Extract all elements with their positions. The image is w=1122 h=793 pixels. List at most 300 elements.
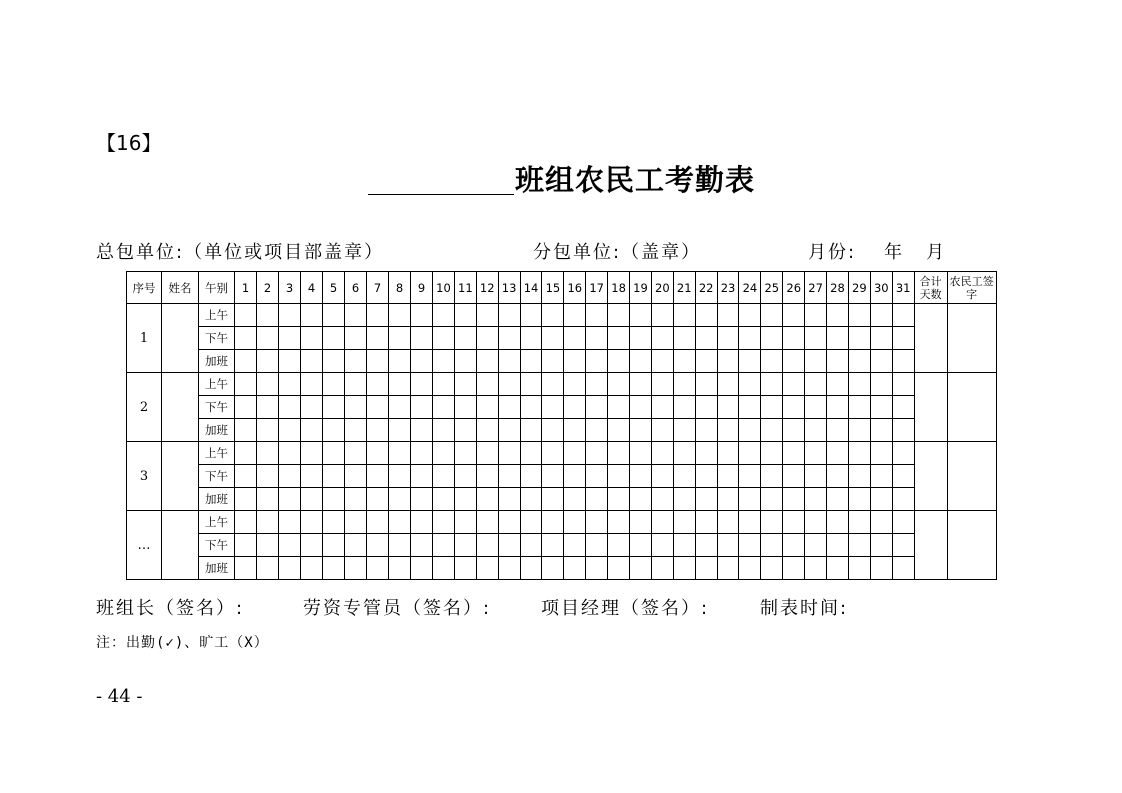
day-cell[interactable] bbox=[783, 465, 805, 488]
day-cell[interactable] bbox=[564, 419, 586, 442]
day-cell[interactable] bbox=[476, 373, 498, 396]
day-cell[interactable] bbox=[761, 465, 783, 488]
day-cell[interactable] bbox=[498, 396, 520, 419]
day-cell[interactable] bbox=[498, 373, 520, 396]
day-cell[interactable] bbox=[739, 511, 761, 534]
day-cell[interactable] bbox=[651, 488, 673, 511]
day-cell[interactable] bbox=[630, 534, 652, 557]
day-cell[interactable] bbox=[805, 488, 827, 511]
day-cell[interactable] bbox=[454, 557, 476, 580]
day-cell[interactable] bbox=[827, 396, 849, 419]
day-cell[interactable] bbox=[783, 304, 805, 327]
day-cell[interactable] bbox=[433, 373, 455, 396]
day-cell[interactable] bbox=[345, 534, 367, 557]
day-cell[interactable] bbox=[454, 419, 476, 442]
day-cell[interactable] bbox=[476, 396, 498, 419]
day-cell[interactable] bbox=[827, 511, 849, 534]
day-cell[interactable] bbox=[498, 557, 520, 580]
day-cell[interactable] bbox=[586, 396, 608, 419]
day-cell[interactable] bbox=[498, 304, 520, 327]
day-cell[interactable] bbox=[783, 511, 805, 534]
day-cell[interactable] bbox=[564, 511, 586, 534]
day-cell[interactable] bbox=[301, 419, 323, 442]
day-cell[interactable] bbox=[739, 488, 761, 511]
day-cell[interactable] bbox=[761, 373, 783, 396]
day-cell[interactable] bbox=[608, 557, 630, 580]
day-cell[interactable] bbox=[827, 442, 849, 465]
day-cell[interactable] bbox=[695, 304, 717, 327]
day-cell[interactable] bbox=[454, 442, 476, 465]
day-cell[interactable] bbox=[411, 465, 433, 488]
day-cell[interactable] bbox=[301, 327, 323, 350]
day-cell[interactable] bbox=[586, 534, 608, 557]
day-cell[interactable] bbox=[389, 419, 411, 442]
day-cell[interactable] bbox=[761, 350, 783, 373]
day-cell[interactable] bbox=[564, 465, 586, 488]
day-cell[interactable] bbox=[520, 557, 542, 580]
row-signature-cell[interactable] bbox=[947, 511, 996, 580]
day-cell[interactable] bbox=[717, 442, 739, 465]
day-cell[interactable] bbox=[564, 304, 586, 327]
day-cell[interactable] bbox=[389, 534, 411, 557]
day-cell[interactable] bbox=[235, 534, 257, 557]
day-cell[interactable] bbox=[257, 419, 279, 442]
day-cell[interactable] bbox=[301, 465, 323, 488]
day-cell[interactable] bbox=[542, 327, 564, 350]
day-cell[interactable] bbox=[717, 304, 739, 327]
day-cell[interactable] bbox=[389, 511, 411, 534]
day-cell[interactable] bbox=[673, 557, 695, 580]
day-cell[interactable] bbox=[279, 442, 301, 465]
day-cell[interactable] bbox=[717, 511, 739, 534]
day-cell[interactable] bbox=[564, 488, 586, 511]
row-total-cell[interactable] bbox=[914, 511, 947, 580]
day-cell[interactable] bbox=[345, 419, 367, 442]
day-cell[interactable] bbox=[630, 557, 652, 580]
day-cell[interactable] bbox=[323, 304, 345, 327]
row-total-cell[interactable] bbox=[914, 373, 947, 442]
day-cell[interactable] bbox=[783, 534, 805, 557]
day-cell[interactable] bbox=[279, 373, 301, 396]
day-cell[interactable] bbox=[761, 557, 783, 580]
day-cell[interactable] bbox=[367, 396, 389, 419]
day-cell[interactable] bbox=[848, 465, 870, 488]
day-cell[interactable] bbox=[805, 373, 827, 396]
day-cell[interactable] bbox=[608, 534, 630, 557]
day-cell[interactable] bbox=[630, 419, 652, 442]
day-cell[interactable] bbox=[301, 511, 323, 534]
day-cell[interactable] bbox=[367, 327, 389, 350]
day-cell[interactable] bbox=[411, 327, 433, 350]
day-cell[interactable] bbox=[454, 327, 476, 350]
day-cell[interactable] bbox=[848, 557, 870, 580]
day-cell[interactable] bbox=[389, 350, 411, 373]
day-cell[interactable] bbox=[586, 350, 608, 373]
day-cell[interactable] bbox=[542, 488, 564, 511]
day-cell[interactable] bbox=[651, 511, 673, 534]
day-cell[interactable] bbox=[542, 419, 564, 442]
day-cell[interactable] bbox=[673, 373, 695, 396]
day-cell[interactable] bbox=[848, 488, 870, 511]
day-cell[interactable] bbox=[345, 488, 367, 511]
day-cell[interactable] bbox=[651, 396, 673, 419]
day-cell[interactable] bbox=[454, 511, 476, 534]
day-cell[interactable] bbox=[323, 396, 345, 419]
day-cell[interactable] bbox=[805, 327, 827, 350]
day-cell[interactable] bbox=[761, 511, 783, 534]
day-cell[interactable] bbox=[695, 350, 717, 373]
day-cell[interactable] bbox=[367, 534, 389, 557]
day-cell[interactable] bbox=[805, 442, 827, 465]
day-cell[interactable] bbox=[389, 465, 411, 488]
day-cell[interactable] bbox=[848, 373, 870, 396]
day-cell[interactable] bbox=[892, 304, 914, 327]
day-cell[interactable] bbox=[586, 465, 608, 488]
day-cell[interactable] bbox=[542, 511, 564, 534]
day-cell[interactable] bbox=[608, 442, 630, 465]
day-cell[interactable] bbox=[301, 488, 323, 511]
day-cell[interactable] bbox=[476, 488, 498, 511]
day-cell[interactable] bbox=[520, 534, 542, 557]
day-cell[interactable] bbox=[520, 465, 542, 488]
day-cell[interactable] bbox=[630, 350, 652, 373]
day-cell[interactable] bbox=[433, 304, 455, 327]
day-cell[interactable] bbox=[279, 511, 301, 534]
day-cell[interactable] bbox=[805, 350, 827, 373]
day-cell[interactable] bbox=[783, 442, 805, 465]
day-cell[interactable] bbox=[673, 442, 695, 465]
day-cell[interactable] bbox=[739, 534, 761, 557]
day-cell[interactable] bbox=[564, 350, 586, 373]
day-cell[interactable] bbox=[651, 419, 673, 442]
day-cell[interactable] bbox=[651, 442, 673, 465]
day-cell[interactable] bbox=[542, 465, 564, 488]
day-cell[interactable] bbox=[717, 373, 739, 396]
day-cell[interactable] bbox=[257, 511, 279, 534]
day-cell[interactable] bbox=[367, 465, 389, 488]
day-cell[interactable] bbox=[695, 442, 717, 465]
day-cell[interactable] bbox=[476, 304, 498, 327]
day-cell[interactable] bbox=[389, 373, 411, 396]
day-cell[interactable] bbox=[586, 373, 608, 396]
day-cell[interactable] bbox=[235, 350, 257, 373]
day-cell[interactable] bbox=[695, 488, 717, 511]
day-cell[interactable] bbox=[783, 327, 805, 350]
day-cell[interactable] bbox=[564, 396, 586, 419]
day-cell[interactable] bbox=[608, 350, 630, 373]
day-cell[interactable] bbox=[345, 304, 367, 327]
day-cell[interactable] bbox=[476, 327, 498, 350]
day-cell[interactable] bbox=[870, 488, 892, 511]
row-total-cell[interactable] bbox=[914, 304, 947, 373]
day-cell[interactable] bbox=[498, 511, 520, 534]
day-cell[interactable] bbox=[498, 488, 520, 511]
day-cell[interactable] bbox=[827, 419, 849, 442]
day-cell[interactable] bbox=[651, 304, 673, 327]
day-cell[interactable] bbox=[454, 304, 476, 327]
day-cell[interactable] bbox=[345, 327, 367, 350]
row-total-cell[interactable] bbox=[914, 442, 947, 511]
day-cell[interactable] bbox=[411, 350, 433, 373]
day-cell[interactable] bbox=[630, 465, 652, 488]
day-cell[interactable] bbox=[848, 442, 870, 465]
day-cell[interactable] bbox=[257, 465, 279, 488]
day-cell[interactable] bbox=[673, 396, 695, 419]
day-cell[interactable] bbox=[739, 350, 761, 373]
day-cell[interactable] bbox=[717, 396, 739, 419]
day-cell[interactable] bbox=[761, 534, 783, 557]
day-cell[interactable] bbox=[848, 327, 870, 350]
day-cell[interactable] bbox=[389, 557, 411, 580]
day-cell[interactable] bbox=[673, 488, 695, 511]
day-cell[interactable] bbox=[630, 304, 652, 327]
day-cell[interactable] bbox=[651, 373, 673, 396]
day-cell[interactable] bbox=[411, 419, 433, 442]
day-cell[interactable] bbox=[498, 442, 520, 465]
day-cell[interactable] bbox=[411, 396, 433, 419]
day-cell[interactable] bbox=[651, 534, 673, 557]
day-cell[interactable] bbox=[695, 327, 717, 350]
day-cell[interactable] bbox=[279, 557, 301, 580]
day-cell[interactable] bbox=[717, 557, 739, 580]
day-cell[interactable] bbox=[301, 350, 323, 373]
day-cell[interactable] bbox=[323, 511, 345, 534]
row-signature-cell[interactable] bbox=[947, 304, 996, 373]
day-cell[interactable] bbox=[367, 488, 389, 511]
day-cell[interactable] bbox=[892, 442, 914, 465]
day-cell[interactable] bbox=[608, 465, 630, 488]
day-cell[interactable] bbox=[389, 442, 411, 465]
day-cell[interactable] bbox=[564, 327, 586, 350]
day-cell[interactable] bbox=[848, 350, 870, 373]
day-cell[interactable] bbox=[673, 304, 695, 327]
day-cell[interactable] bbox=[586, 511, 608, 534]
day-cell[interactable] bbox=[827, 488, 849, 511]
day-cell[interactable] bbox=[783, 350, 805, 373]
day-cell[interactable] bbox=[805, 396, 827, 419]
day-cell[interactable] bbox=[870, 396, 892, 419]
day-cell[interactable] bbox=[673, 327, 695, 350]
day-cell[interactable] bbox=[739, 327, 761, 350]
day-cell[interactable] bbox=[389, 304, 411, 327]
day-cell[interactable] bbox=[411, 373, 433, 396]
day-cell[interactable] bbox=[630, 327, 652, 350]
day-cell[interactable] bbox=[433, 327, 455, 350]
day-cell[interactable] bbox=[608, 304, 630, 327]
day-cell[interactable] bbox=[520, 488, 542, 511]
day-cell[interactable] bbox=[367, 350, 389, 373]
day-cell[interactable] bbox=[651, 327, 673, 350]
day-cell[interactable] bbox=[564, 373, 586, 396]
day-cell[interactable] bbox=[827, 304, 849, 327]
day-cell[interactable] bbox=[323, 442, 345, 465]
day-cell[interactable] bbox=[476, 557, 498, 580]
day-cell[interactable] bbox=[739, 304, 761, 327]
day-cell[interactable] bbox=[805, 304, 827, 327]
day-cell[interactable] bbox=[586, 488, 608, 511]
day-cell[interactable] bbox=[870, 465, 892, 488]
day-cell[interactable] bbox=[498, 419, 520, 442]
day-cell[interactable] bbox=[367, 373, 389, 396]
day-cell[interactable] bbox=[892, 557, 914, 580]
day-cell[interactable] bbox=[520, 373, 542, 396]
day-cell[interactable] bbox=[542, 534, 564, 557]
day-cell[interactable] bbox=[848, 304, 870, 327]
day-cell[interactable] bbox=[389, 396, 411, 419]
day-cell[interactable] bbox=[761, 304, 783, 327]
day-cell[interactable] bbox=[520, 396, 542, 419]
day-cell[interactable] bbox=[892, 373, 914, 396]
day-cell[interactable] bbox=[717, 488, 739, 511]
day-cell[interactable] bbox=[870, 373, 892, 396]
day-cell[interactable] bbox=[783, 373, 805, 396]
day-cell[interactable] bbox=[827, 350, 849, 373]
day-cell[interactable] bbox=[827, 373, 849, 396]
day-cell[interactable] bbox=[235, 511, 257, 534]
day-cell[interactable] bbox=[279, 327, 301, 350]
day-cell[interactable] bbox=[476, 419, 498, 442]
day-cell[interactable] bbox=[257, 534, 279, 557]
day-cell[interactable] bbox=[805, 419, 827, 442]
day-cell[interactable] bbox=[805, 511, 827, 534]
day-cell[interactable] bbox=[323, 373, 345, 396]
day-cell[interactable] bbox=[695, 396, 717, 419]
day-cell[interactable] bbox=[717, 327, 739, 350]
day-cell[interactable] bbox=[411, 442, 433, 465]
day-cell[interactable] bbox=[367, 419, 389, 442]
day-cell[interactable] bbox=[235, 488, 257, 511]
day-cell[interactable] bbox=[586, 442, 608, 465]
day-cell[interactable] bbox=[279, 534, 301, 557]
day-cell[interactable] bbox=[433, 534, 455, 557]
day-cell[interactable] bbox=[892, 534, 914, 557]
day-cell[interactable] bbox=[783, 488, 805, 511]
day-cell[interactable] bbox=[761, 488, 783, 511]
day-cell[interactable] bbox=[411, 488, 433, 511]
day-cell[interactable] bbox=[323, 488, 345, 511]
day-cell[interactable] bbox=[870, 511, 892, 534]
day-cell[interactable] bbox=[542, 396, 564, 419]
day-cell[interactable] bbox=[323, 557, 345, 580]
day-cell[interactable] bbox=[761, 396, 783, 419]
day-cell[interactable] bbox=[870, 304, 892, 327]
day-cell[interactable] bbox=[323, 350, 345, 373]
day-cell[interactable] bbox=[345, 442, 367, 465]
day-cell[interactable] bbox=[235, 442, 257, 465]
day-cell[interactable] bbox=[257, 442, 279, 465]
day-cell[interactable] bbox=[257, 304, 279, 327]
day-cell[interactable] bbox=[433, 442, 455, 465]
row-signature-cell[interactable] bbox=[947, 373, 996, 442]
day-cell[interactable] bbox=[651, 557, 673, 580]
day-cell[interactable] bbox=[717, 534, 739, 557]
day-cell[interactable] bbox=[454, 465, 476, 488]
day-cell[interactable] bbox=[498, 350, 520, 373]
day-cell[interactable] bbox=[608, 488, 630, 511]
day-cell[interactable] bbox=[345, 557, 367, 580]
day-cell[interactable] bbox=[433, 557, 455, 580]
day-cell[interactable] bbox=[301, 373, 323, 396]
day-cell[interactable] bbox=[870, 350, 892, 373]
day-cell[interactable] bbox=[630, 442, 652, 465]
day-cell[interactable] bbox=[695, 511, 717, 534]
day-cell[interactable] bbox=[827, 534, 849, 557]
day-cell[interactable] bbox=[520, 304, 542, 327]
day-cell[interactable] bbox=[630, 488, 652, 511]
day-cell[interactable] bbox=[235, 557, 257, 580]
day-cell[interactable] bbox=[739, 442, 761, 465]
day-cell[interactable] bbox=[454, 488, 476, 511]
day-cell[interactable] bbox=[411, 511, 433, 534]
day-cell[interactable] bbox=[870, 419, 892, 442]
day-cell[interactable] bbox=[323, 465, 345, 488]
day-cell[interactable] bbox=[257, 350, 279, 373]
day-cell[interactable] bbox=[476, 350, 498, 373]
day-cell[interactable] bbox=[586, 327, 608, 350]
day-cell[interactable] bbox=[892, 396, 914, 419]
day-cell[interactable] bbox=[848, 396, 870, 419]
day-cell[interactable] bbox=[608, 511, 630, 534]
day-cell[interactable] bbox=[235, 373, 257, 396]
day-cell[interactable] bbox=[235, 419, 257, 442]
row-name-cell[interactable] bbox=[162, 511, 199, 580]
day-cell[interactable] bbox=[454, 534, 476, 557]
day-cell[interactable] bbox=[279, 396, 301, 419]
day-cell[interactable] bbox=[892, 350, 914, 373]
day-cell[interactable] bbox=[235, 304, 257, 327]
day-cell[interactable] bbox=[892, 465, 914, 488]
day-cell[interactable] bbox=[279, 488, 301, 511]
day-cell[interactable] bbox=[498, 327, 520, 350]
day-cell[interactable] bbox=[827, 465, 849, 488]
day-cell[interactable] bbox=[673, 511, 695, 534]
day-cell[interactable] bbox=[257, 373, 279, 396]
day-cell[interactable] bbox=[323, 327, 345, 350]
day-cell[interactable] bbox=[542, 442, 564, 465]
day-cell[interactable] bbox=[235, 327, 257, 350]
day-cell[interactable] bbox=[673, 350, 695, 373]
day-cell[interactable] bbox=[542, 557, 564, 580]
day-cell[interactable] bbox=[520, 350, 542, 373]
day-cell[interactable] bbox=[870, 557, 892, 580]
day-cell[interactable] bbox=[411, 304, 433, 327]
day-cell[interactable] bbox=[586, 304, 608, 327]
day-cell[interactable] bbox=[695, 465, 717, 488]
day-cell[interactable] bbox=[279, 304, 301, 327]
day-cell[interactable] bbox=[848, 511, 870, 534]
day-cell[interactable] bbox=[279, 419, 301, 442]
day-cell[interactable] bbox=[564, 534, 586, 557]
day-cell[interactable] bbox=[586, 419, 608, 442]
day-cell[interactable] bbox=[717, 350, 739, 373]
day-cell[interactable] bbox=[870, 534, 892, 557]
row-name-cell[interactable] bbox=[162, 373, 199, 442]
day-cell[interactable] bbox=[761, 442, 783, 465]
day-cell[interactable] bbox=[827, 557, 849, 580]
day-cell[interactable] bbox=[301, 304, 323, 327]
day-cell[interactable] bbox=[542, 304, 564, 327]
day-cell[interactable] bbox=[476, 534, 498, 557]
day-cell[interactable] bbox=[805, 557, 827, 580]
day-cell[interactable] bbox=[739, 557, 761, 580]
day-cell[interactable] bbox=[389, 327, 411, 350]
day-cell[interactable] bbox=[323, 534, 345, 557]
day-cell[interactable] bbox=[892, 488, 914, 511]
day-cell[interactable] bbox=[323, 419, 345, 442]
day-cell[interactable] bbox=[367, 511, 389, 534]
day-cell[interactable] bbox=[301, 442, 323, 465]
day-cell[interactable] bbox=[433, 350, 455, 373]
